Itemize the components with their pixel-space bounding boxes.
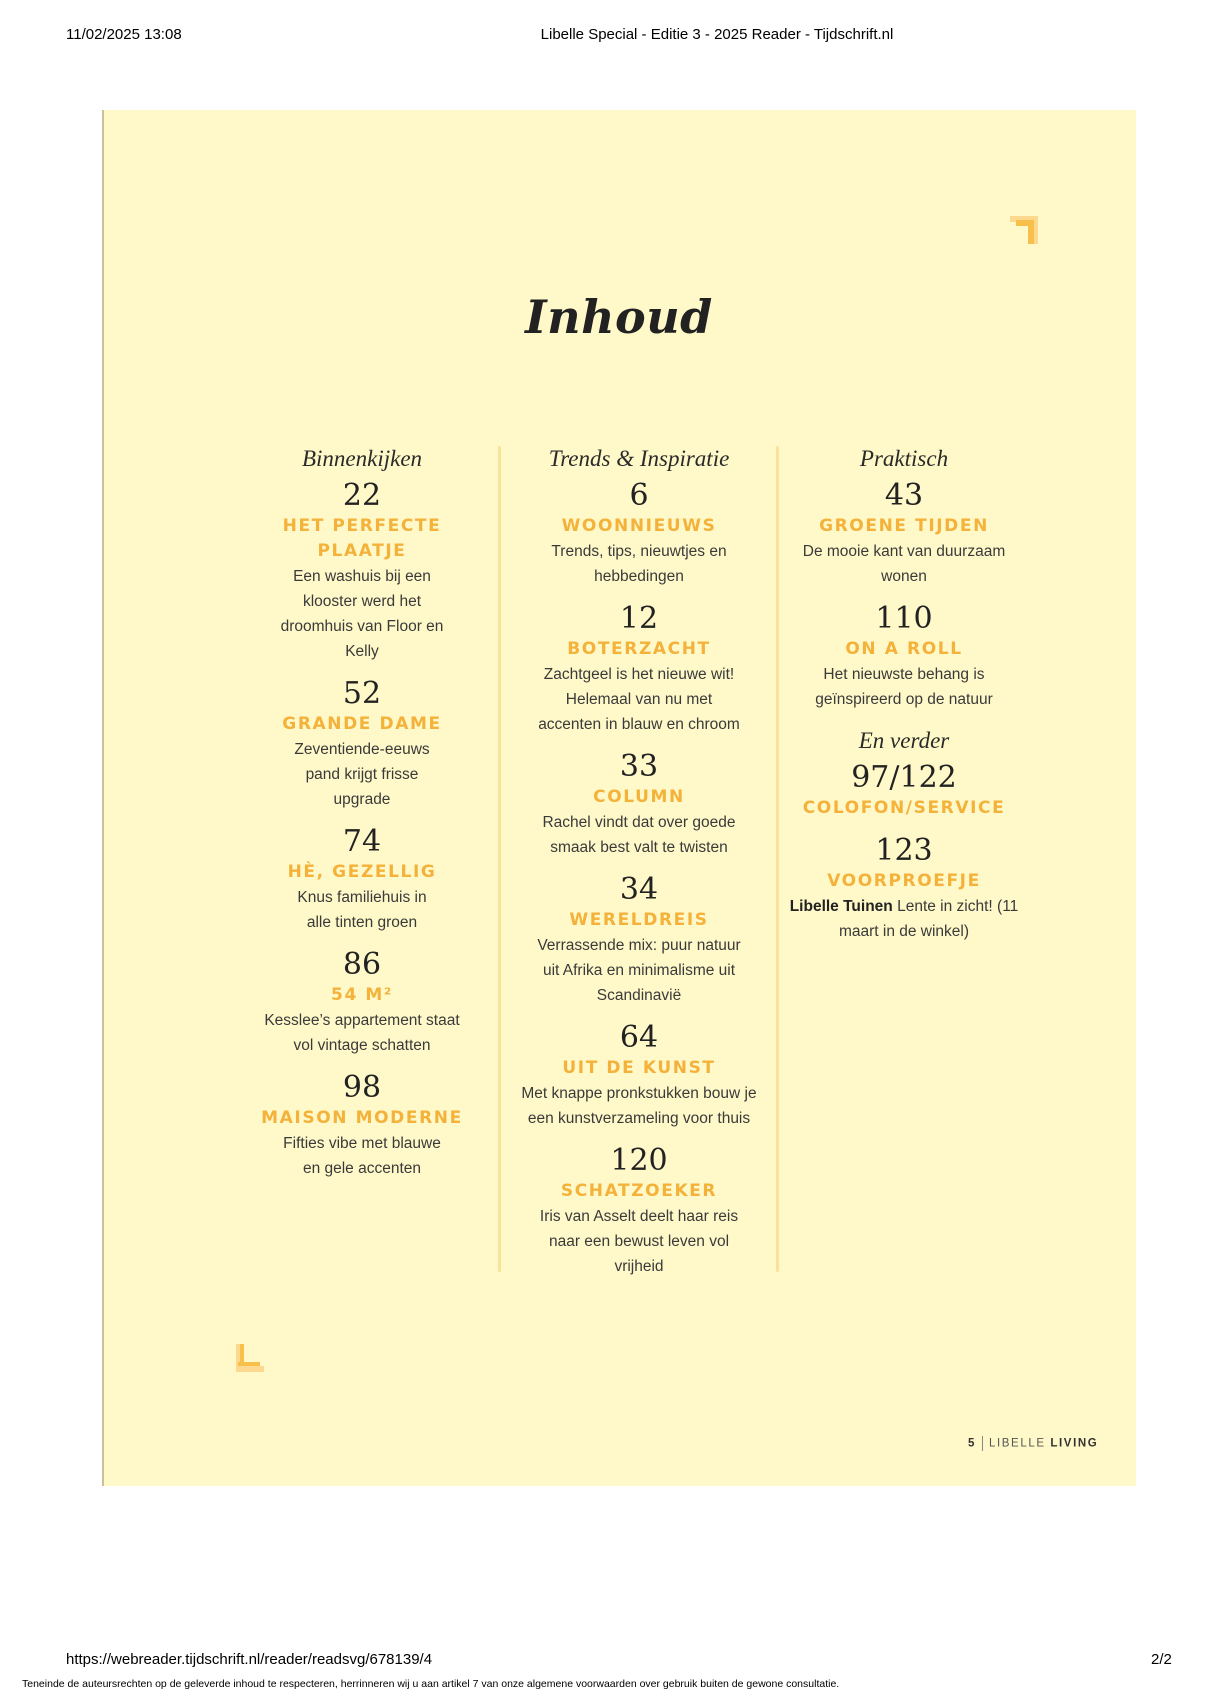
article-description: Een washuis bij een klooster werd het droomhuis van Floor en Kelly	[280, 568, 444, 660]
toc-entry	[519, 749, 759, 860]
folio-brand-bold: LIVING	[1050, 1437, 1099, 1450]
article-title: GRANDE DAME	[282, 714, 442, 734]
page-number: 34	[619, 872, 659, 907]
article-description: Met knappe pronkstukken bouw je een kunstverzameling voor thuis	[521, 1085, 757, 1127]
article-description: De mooie kant van duurzaam wonen	[802, 543, 1006, 585]
folio-page-number: 5	[968, 1437, 976, 1450]
article-title: COLOFON/SERVICE	[802, 798, 1006, 818]
toc-entry	[242, 947, 482, 1058]
corner-mark-top-right	[1010, 216, 1038, 244]
toc-entry	[242, 824, 482, 935]
article-title: HET PERFECTE PLAATJE	[282, 516, 442, 561]
toc-entry	[242, 676, 482, 812]
article-title: VOORPROEFJE	[827, 871, 981, 891]
article-title: SCHATZOEKER	[560, 1181, 718, 1201]
page-number: 98	[342, 1070, 382, 1105]
article-description: Iris van Asselt deelt haar reis naar een bewust leven vol vrijheid	[539, 1208, 739, 1275]
copyright-notice: Teneinde de auteursrechten op de geleverde inhoud te respecteren, herrinneren wij u aan artikel 7 van onze algemene voorwaarden over gebruik buiten de gewone consultatie.	[22, 1678, 840, 1690]
toc-column-praktisch	[784, 440, 1024, 956]
article-title: MAISON MODERNE	[261, 1108, 463, 1128]
print-datetime: 11/02/2025 13:08	[66, 26, 182, 43]
folio-separator	[982, 1436, 983, 1451]
column-divider-left	[498, 446, 501, 1272]
section-heading: Praktisch	[859, 446, 949, 471]
toc-entry	[784, 478, 1024, 589]
preview-text: Lente in zicht! (11 maart in de winkel)	[838, 898, 1019, 940]
page-number: 110	[875, 601, 933, 636]
page-number: 12	[619, 601, 659, 636]
page-title: Inhoud	[525, 290, 713, 344]
article-description: Kesslee’s appartement staat vol vintage schatten	[264, 1012, 460, 1054]
article-title: COLUMN	[593, 787, 685, 807]
article-description	[784, 894, 1024, 944]
page-number: 97/122	[851, 760, 957, 795]
page-folio	[968, 1436, 1098, 1451]
page-number: 43	[884, 478, 924, 513]
toc-entry	[242, 478, 482, 664]
page-number: 6	[629, 478, 649, 513]
toc-column-binnenkijken	[242, 440, 482, 1193]
section-heading: Trends & Inspiratie	[548, 446, 730, 471]
page-number: 22	[342, 478, 382, 513]
section-subheading: En verder	[858, 728, 950, 753]
toc-column-trends	[519, 440, 759, 1291]
article-title: WERELDREIS	[569, 910, 709, 930]
article-description: Zeventiende-eeuws pand krijgt frisse upgrade	[294, 741, 430, 808]
section-heading: Binnenkijken	[301, 446, 423, 471]
article-description: Zachtgeel is het nieuwe wit! Helemaal van nu met accenten in blauw en chroom	[538, 666, 740, 733]
article-title: 54 M²	[331, 985, 393, 1005]
page-number: 74	[342, 824, 382, 859]
toc-entry	[519, 872, 759, 1008]
page-number: 64	[619, 1020, 659, 1055]
toc-entry	[784, 601, 1024, 712]
toc-entry	[242, 1070, 482, 1181]
corner-mark-bottom-left	[236, 1344, 264, 1372]
print-url: https://webreader.tijdschrift.nl/reader/readsvg/678139/4	[66, 1651, 433, 1668]
article-description: Fifties vibe met blauwe en gele accenten	[283, 1135, 441, 1177]
toc-entry	[784, 833, 1024, 944]
toc-entry	[519, 1020, 759, 1131]
page-number: 86	[342, 947, 382, 982]
folio-brand: LIBELLE	[989, 1437, 1046, 1450]
article-description: Trends, tips, nieuwtjes en hebbedingen	[551, 543, 727, 585]
toc-entry	[519, 1143, 759, 1279]
toc-entry	[519, 478, 759, 589]
article-title: UIT DE KUNST	[562, 1058, 716, 1078]
article-description: Het nieuwste behang is geïnspireerd op de natuur	[815, 666, 993, 708]
page-number: 123	[875, 833, 933, 868]
print-title: Libelle Special - Editie 3 - 2025 Reader - Tijdschrift.nl	[540, 26, 894, 43]
article-description: Rachel vindt dat over goede smaak best valt te twisten	[542, 814, 736, 856]
article-description: Verrassende mix: puur natuur uit Afrika en minimalisme uit Scandinavië	[537, 937, 741, 1004]
magazine-name: Libelle Tuinen	[789, 898, 893, 915]
article-title: BOTERZACHT	[567, 639, 711, 659]
page-number: 33	[619, 749, 659, 784]
article-title: WOONNIEUWS	[561, 516, 717, 536]
article-description: Knus familiehuis in alle tinten groen	[297, 889, 427, 931]
article-title: ON A ROLL	[845, 639, 963, 659]
article-title: HÈ, GEZELLIG	[287, 862, 437, 882]
page-number: 120	[610, 1143, 668, 1178]
column-divider-right	[776, 446, 779, 1272]
page-number: 52	[342, 676, 382, 711]
article-title: GROENE TIJDEN	[819, 516, 989, 536]
print-page-counter: 2/2	[1151, 1651, 1172, 1668]
toc-entry	[519, 601, 759, 737]
toc-entry	[784, 760, 1024, 821]
